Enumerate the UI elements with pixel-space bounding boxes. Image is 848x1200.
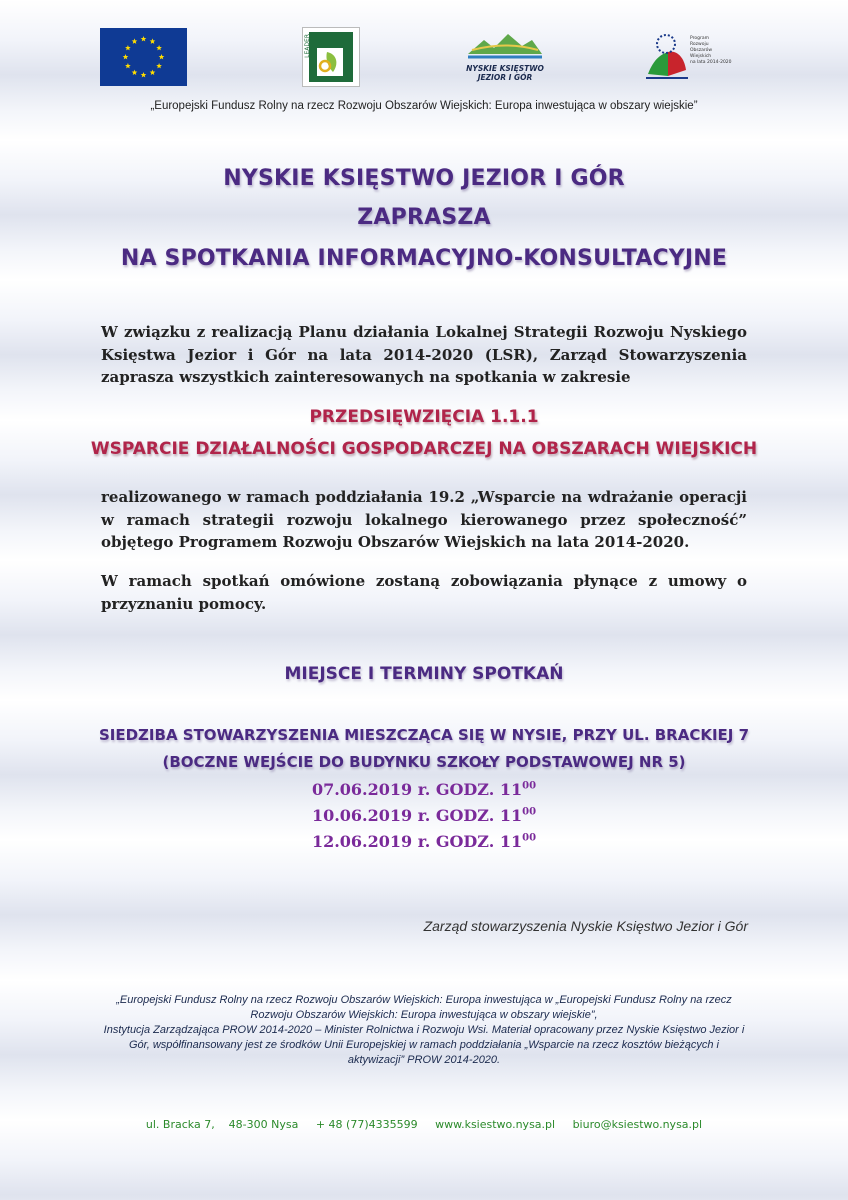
meeting-date-1-text: 07.06.2019 r. GODZ. 11 bbox=[311, 780, 523, 799]
eu-star bbox=[125, 63, 131, 68]
title-line-2: ZAPRASZA bbox=[357, 205, 491, 230]
meeting-date-1 bbox=[0, 780, 848, 799]
nkjg-logo bbox=[466, 30, 544, 88]
eu-star bbox=[141, 36, 147, 41]
eu-star bbox=[156, 45, 162, 50]
meeting-date-3-minutes: 00 bbox=[522, 832, 537, 844]
prow-line2: Rozwoju bbox=[690, 42, 709, 47]
eu-star bbox=[132, 70, 138, 75]
contact-line bbox=[0, 1118, 848, 1131]
eu-star bbox=[125, 45, 131, 50]
nkjg-name-line2: JEZIOR I GÓR bbox=[477, 73, 533, 82]
eu-stars-icon bbox=[100, 28, 187, 86]
eu-star bbox=[159, 54, 165, 59]
meeting-date-1-minutes: 00 bbox=[522, 780, 537, 792]
meeting-date-2-minutes: 00 bbox=[522, 806, 537, 818]
title-line-3: NA SPOTKANIA INFORMACYJNO-KONSULTACYJNE bbox=[120, 246, 728, 271]
contact-email-link[interactable]: biuro@ksiestwo.nysa.pl bbox=[572, 1118, 703, 1131]
meeting-place-line-1: SIEDZIBA STOWARZYSZENIA MIESZCZĄCA SIĘ W NYSIE, PRZY UL. BRACKIEJ 7 bbox=[98, 726, 750, 744]
meeting-date-2 bbox=[0, 806, 848, 825]
top-motto: „Europejski Fundusz Rolny na rzecz Rozwoju Obszarów Wiejskich: Europa inwestująca w obszary wiejskie” bbox=[150, 100, 698, 112]
meeting-place-line-2: (BOCZNE WEJŚCIE DO BUDYNKU SZKOŁY PODSTAWOWEJ NR 5) bbox=[162, 753, 686, 771]
footer-note-line-1: „Europejski Fundusz Rolny na rzecz Rozwoju Obszarów Wiejskich: Europa inwestująca w „Europejski Fundusz Rolny na rzecz Rozwoju Obszarów Wiejskich: Europa inwestująca w obszary wiejskie”, bbox=[116, 994, 732, 1021]
meetings-title: MIEJSCE I TERMINY SPOTKAŃ bbox=[284, 664, 564, 684]
eu-star bbox=[123, 54, 129, 59]
meeting-date-3-text: 12.06.2019 r. GODZ. 11 bbox=[311, 832, 523, 851]
intro-paragraph: W związku z realizacją Planu działania Lokalnej Strategii Rozwoju Nyskiego Księstwa Jezior i Gór na lata 2014-2020 (LSR), Zarząd Stowarzyszenia zaprasza wszystkich zainteresowanych na spotkania w zakresie bbox=[101, 323, 747, 386]
prow-line4: Wiejskich bbox=[690, 54, 712, 59]
nkjg-name-line1: NYSKIE KSIĘSTWO bbox=[466, 64, 544, 73]
contact-phone: + 48 (77)4335599 bbox=[315, 1118, 418, 1131]
title-line-1: NYSKIE KSIĘSTWO JEZIOR I GÓR bbox=[223, 166, 625, 191]
project-title-line-2: WSPARCIE DZIAŁALNOŚCI GOSPODARCZEJ NA OBSZARACH WIEJSKICH bbox=[90, 439, 758, 459]
prow-line1: Program bbox=[690, 36, 709, 41]
prow-text bbox=[690, 36, 732, 66]
eu-star bbox=[141, 72, 147, 77]
eu-star bbox=[150, 38, 156, 43]
footer-note-line-2: Instytucja Zarządzająca PROW 2014-2020 – Minister Rolnictwa i Rozwoju Wsi. Materiał opracowany przez Nyskie Księstwo Jezior i Gór, współfinansowany jest ze środków Unii Europejskiej w ramach poddziałania „Wsparcie na rzecz kosztów bieżących i aktywizacji” PROW 2014-2020. bbox=[103, 1024, 745, 1066]
prow-line3: Obszarów bbox=[690, 48, 713, 53]
footer-note bbox=[100, 993, 748, 1068]
program-paragraph: realizowanego w ramach poddziałania 19.2 „Wsparcie na wdrażanie operacji w ramach strategii rozwoju lokalnego kierowanego przez społeczność” objętego Programem Rozwoju Obszarów Wiejskich na lata 2014-2020. bbox=[101, 488, 747, 551]
eu-star bbox=[150, 70, 156, 75]
meeting-date-2-text: 10.06.2019 r. GODZ. 11 bbox=[311, 806, 523, 825]
signature: Zarząd stowarzyszenia Nyskie Księstwo Jezior i Gór bbox=[423, 918, 748, 934]
mountains-icon bbox=[466, 30, 544, 60]
eu-star bbox=[132, 38, 138, 43]
eu-star bbox=[156, 63, 162, 68]
project-title-line-1: PRZEDSIĘWZIĘCIA 1.1.1 bbox=[309, 407, 539, 427]
leader-logo bbox=[302, 27, 360, 87]
prow-emblem-icon bbox=[640, 30, 692, 88]
leader-text: LEADER bbox=[304, 34, 311, 58]
prow-line5: na lata 2014-2020 bbox=[690, 60, 732, 65]
contact-address: ul. Bracka 7, 48-300 Nysa bbox=[145, 1118, 299, 1131]
eu-flag-logo bbox=[100, 28, 187, 86]
prow-logo bbox=[640, 30, 732, 88]
contact-website-link[interactable]: www.ksiestwo.nysa.pl bbox=[435, 1118, 556, 1131]
logo-bar bbox=[0, 24, 848, 94]
obligations-paragraph: W ramach spotkań omówione zostaną zobowiązania płynące z umowy o przyznaniu pomocy. bbox=[101, 572, 747, 613]
meeting-date-3 bbox=[0, 832, 848, 851]
